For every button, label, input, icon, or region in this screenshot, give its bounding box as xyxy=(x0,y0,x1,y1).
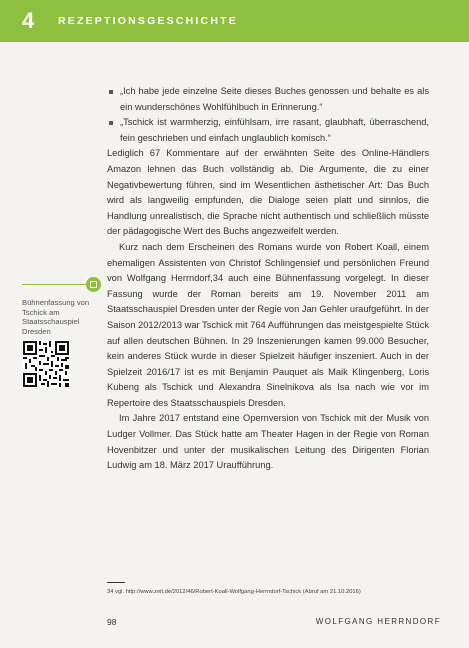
main-text xyxy=(107,84,429,474)
sidebar-rule xyxy=(22,284,88,285)
page-number: 98 xyxy=(107,617,117,627)
quote-item: „Ich habe jede einzelne Seite dieses Buches genossen und behalte es als ein wunderschönes Wohlfühlbuch in Erinnerung.“ xyxy=(107,84,429,115)
chapter-title: REZEPTIONSGESCHICHTE xyxy=(58,15,238,27)
sidebar-caption: Bühnenfassung von Tschick am Staatsschauspiel Dresden xyxy=(22,298,90,336)
reader-quotes xyxy=(107,84,429,146)
qr-code[interactable] xyxy=(22,340,70,388)
link-icon xyxy=(86,277,101,292)
chapter-header xyxy=(0,0,469,42)
chapter-number: 4 xyxy=(22,8,35,33)
running-footer-author: WOLFGANG HERRNDORF xyxy=(315,617,441,626)
paragraph-opera: Im Jahre 2017 entstand eine Opernversion von Tschick mit der Musik von Ludger Vollmer. Das Stück hatte am Theater Hagen in der Regie von Roman Hovenbitzer und unter der musikalischen Leitung des Dirigenten Florian Ludwig am 18. März 2017 Uraufführung. xyxy=(107,413,429,471)
paragraph-amazon: Lediglich 67 Kommentare auf der erwähnten Seite des Online-Händlers Amazon lehnen das Buch vollständig ab. Die Argumente, die zu einer Negativbewertung führen, sind im Wesentlichen ästhetischer Art: Das Buch wird als langweilig empfunden, die Dialoge seien platt und sinnlos, die Handlung unrealistisch, die Sprache nicht authentisch und schließlich müsste der pädagogische Wert des Buchs angezweifelt werden. xyxy=(107,148,429,237)
footnote: 34 vgl. http://www.zeit.de/2012/46/Robert-Koall-Wolfgang-Herrndorf-Tschick (Abruf am 21.10.2016) xyxy=(107,589,361,595)
footnote-rule xyxy=(107,582,125,583)
paragraph-stage: Kurz nach dem Erscheinen des Romans wurde von Robert Koall, einem ehemaligen Assistenten von Christof Schlingensief und persönlichen Freund von Wolfgang Herrndorf,34 auch eine Bühnenfassung vorgelegt. In dieser Fassung wurde der Roman bereits am 19. November 2011 am Staatsschauspiel Dresden unter der Regie von Jan Gehler uraufgeführt. In der Saison 2012/2013 war Tschick mit 764 Aufführungen das meistgespielte Stück auf allen deutschen Bühnen. In 29 Inszenierungen kamen 99.000 Besucher, kein anderes Stück wurde in dieser Spielzeit häufiger inszeniert. Auch in der Spielzeit 2016/17 ist es mit Benjamin Pauquet als Maik Klingenberg, Loris Kubeng als Tschick und Alexandra Sinelnikova als Isa nach wie vor im Repertoire des Staatsschauspiels Dresden. xyxy=(107,241,429,408)
quote-item: „Tschick ist warmherzig, einfühlsam, irre rasant, glaubhaft, überraschend, fein geschrieben und einfach unglaublich komisch.“ xyxy=(107,115,429,146)
